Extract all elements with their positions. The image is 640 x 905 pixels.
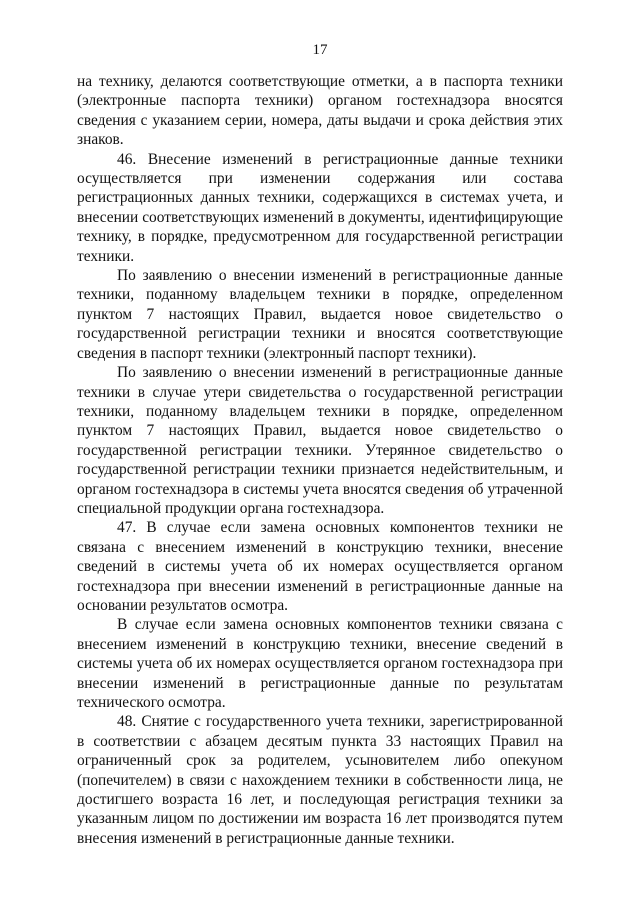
body-text [77, 72, 563, 848]
page-number: 17 [312, 42, 328, 58]
paragraph-46: 46. Внесение изменений в регистрационные данные техники осуществляется при изменении содержания или состава регистрационных данных техники, содержащихся в системах учета, и внесении соответствующих изменений в документы, идентифицирующие технику, в порядке, предусмотренном для государственной регистрации техники. [77, 150, 563, 265]
paragraph-48: 48. Снятие с государственного учета техники, зарегистрированной в соответствии с абзацем десятым пункта 33 настоящих Правил на ограниченный срок за родителем, усыновителем либо опекуном (попечителем) в связи с нахождением техники в собственности лица, не достигшего возраста 16 лет, и последующая регистрация техники за указанным лицом по достижении им возраста 16 лет производятся путем внесения изменений в регистрационные данные техники. [77, 713, 563, 847]
paragraph-47-design-change: В случае если замена основных компонентов техники связана с внесением изменений в конструкцию техники, внесение сведений в системы учета об их номерах осуществляется органом гостехнадзора при внесении изменений в регистрационные данные по результатам технического осмотра. [77, 616, 563, 711]
paragraph-new-certificate: По заявлению о внесении изменений в регистрационные данные техники, поданному владельцем техники в порядке, определенном пунктом 7 настоящих Правил, выдается новое свидетельство о государственной регистрации техники и вносятся соответствующие сведения в паспорт техники (электронный паспорт техники). [77, 267, 563, 362]
paragraph-47: 47. В случае если замена основных компонентов техники не связана с внесением изменений в конструкцию техники, внесение сведений в системы учета об их номерах осуществляется органом гостехнадзора при внесении изменений в регистрационные данные на основании результатов осмотра. [77, 519, 563, 614]
paragraph-lost-certificate: По заявлению о внесении изменений в регистрационные данные техники в случае утери свидетельства о государственной регистрации техники, поданному владельцем техники в порядке, определенном пунктом 7 настоящих Правил, выдается новое свидетельство о государственной регистрации техники. Утерянное свидетельство о государственной регистрации техники признается недействительным, и органом гостехнадзора в системы учета вносятся сведения об утраченной специальной продукции органа гостехнадзора. [77, 364, 563, 517]
paragraph-continuation: на технику, делаются соответствующие отметки, а в паспорта техники (электронные паспорта техники) органом гостехнадзора вносятся сведения с указанием серии, номера, даты выдачи и срока действия этих знаков. [77, 73, 563, 149]
